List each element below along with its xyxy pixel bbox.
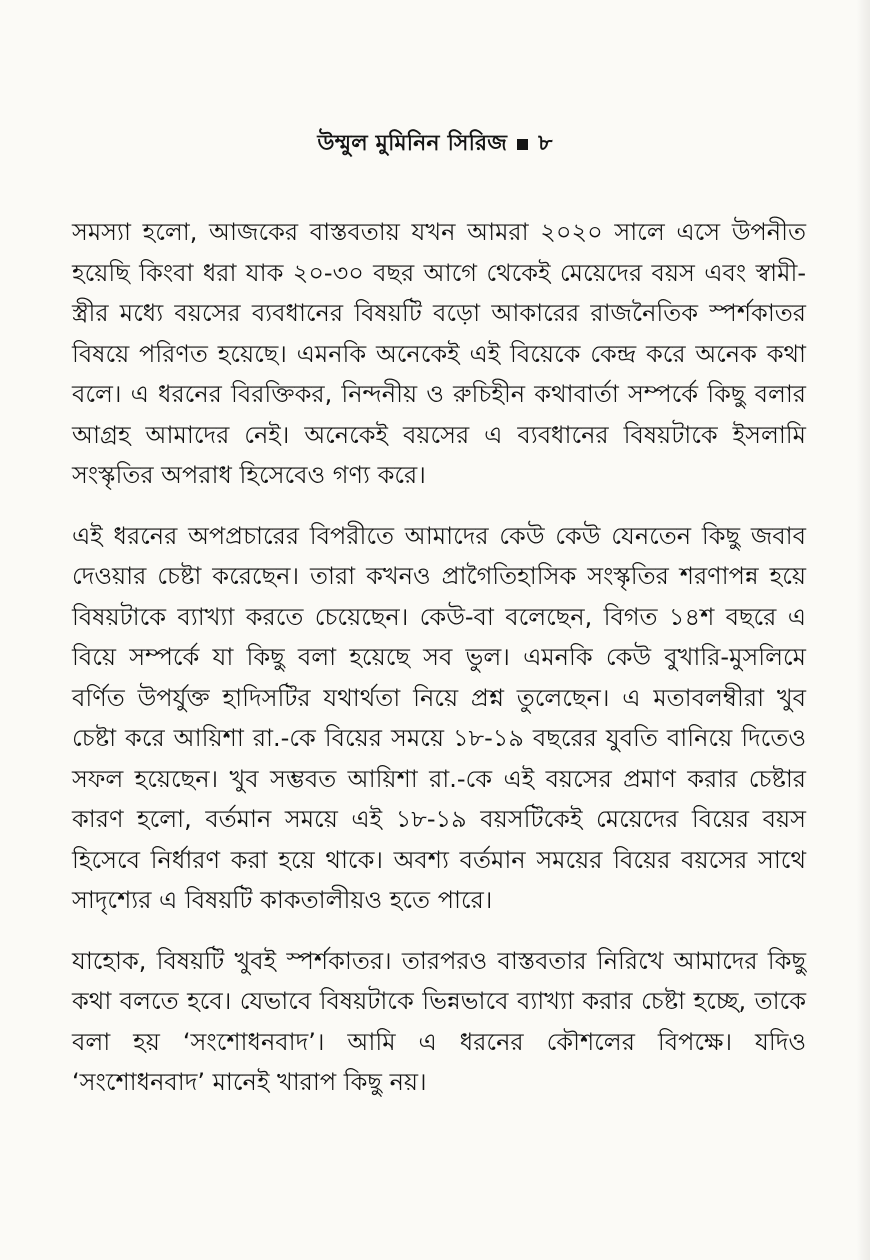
body-text <box>72 212 806 1103</box>
page-edge-shadow <box>856 0 870 1260</box>
paragraph-2: এই ধরনের অপপ্রচারের বিপরীতে আমাদের কেউ কেউ যেনতেন কিছু জবাব দেওয়ার চেষ্টা করেছেন। তারা কখনও প্রাগৈতিহাসিক সংস্কৃতির শরণাপন্ন হয়ে বিষয়টাকে ব্যাখ্যা করতে চেয়েছেন। কেউ-বা বলেছেন, বিগত ১৪শ বছরে এ বিয়ে সম্পর্কে যা কিছু বলা হয়েছে সব ভুল। এমনকি কেউ বুখারি-মুসলিমে বর্ণিত উপর্যুক্ত হাদিসটির যথার্থতা নিয়ে প্রশ্ন তুলেছেন। এ মতাবলম্বীরা খুব চেষ্টা করে আয়িশা রা.-কে বিয়ের সময়ে ১৮-১৯ বছরের যুবতি বানিয়ে দিতেও সফল হয়েছেন। খুব সম্ভবত আয়িশা রা.-কে এই বয়সের প্রমাণ করার চেষ্টার কারণ হলো, বর্তমান সময়ে এই ১৮-১৯ বয়সটিকেই মেয়েদের বিয়ের বয়স হিসেবে নির্ধারণ করা হয়ে থাকে। অবশ্য বর্তমান সময়ের বিয়ের বয়সের সাথে সাদৃশ্যের এ বিষয়টি কাকতালীয়ও হতে পারে। <box>72 521 806 914</box>
paragraph-3: যাহোক, বিষয়টি খুবই স্পর্শকাতর। তারপরও বাস্তবতার নিরিখে আমাদের কিছু কথা বলতে হবে। যেভাবে বিষয়টাকে ভিন্নভাবে ব্যাখ্যা করার চেষ্টা হচ্ছে, তাকে বলা হয় ‘সংশোধনবাদ’। আমি এ ধরনের কৌশলের বিপক্ষে। যদিও ‘সংশোধনবাদ’ মানেই খারাপ কিছু নয়। <box>72 946 806 1096</box>
page-number: ৮ <box>538 131 553 156</box>
series-title: উম্মুল মুমিনিন সিরিজ <box>317 131 508 156</box>
header-separator-square <box>517 139 528 150</box>
running-header <box>0 126 870 163</box>
paragraph-1: সমস্যা হলো, আজকের বাস্তবতায় যখন আমরা ২০২০ সালে এসে উপনীত হয়েছি কিংবা ধরা যাক ২০-৩০ বছর আগে থেকেই মেয়েদের বয়স এবং স্বামী-স্ত্রীর মধ্যে বয়সের ব্যবধানের বিষয়টি বড়ো আকারের রাজনৈতিক স্পর্শকাতর বিষয়ে পরিণত হয়েছে। এমনকি অনেকেই এই বিয়েকে কেন্দ্র করে অনেক কথা বলে। এ ধরনের বিরক্তিকর, নিন্দনীয় ও রুচিহীন কথাবার্তা সম্পর্কে কিছু বলার আগ্রহ আমাদের নেই। অনেকেই বয়সের এ ব্যবধানের বিষয়টাকে ইসলামি সংস্কৃতির অপরাধ হিসেবেও গণ্য করে। <box>72 218 806 489</box>
